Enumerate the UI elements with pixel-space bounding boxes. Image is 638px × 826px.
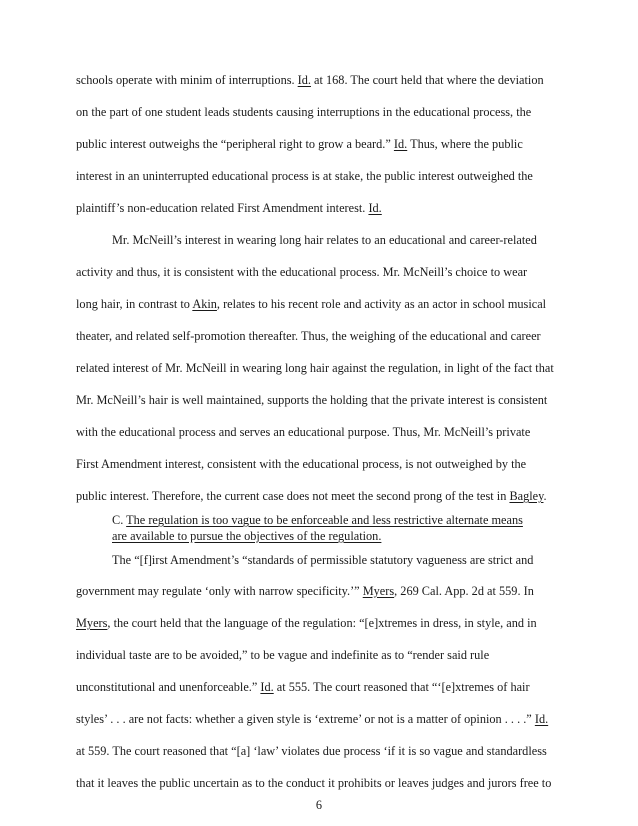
text-run: C.: [112, 513, 127, 527]
text-run: styles’ . . . are not facts: whether a given style is ‘extreme’ or not is a matter of opinion . . . .”: [76, 712, 535, 726]
body-line-2: [76, 104, 531, 120]
section-heading-line-1: [112, 512, 523, 528]
body-line-9: [76, 328, 541, 344]
text-run: on the part of one student leads students causing interruptions in the educational process, the: [76, 105, 532, 119]
text-run: The “[f]irst Amendment’s “standards of permissible statutory vagueness are strict and: [112, 553, 534, 567]
page-number: 6: [315, 798, 323, 812]
text-run: that it leaves the public uncertain as to the conduct it prohibits or leaves judges and jurors free to: [76, 776, 552, 790]
body-line-19: [76, 679, 530, 695]
citation-underlined: Id.: [368, 201, 382, 215]
body-line-6: [112, 232, 537, 248]
text-run: interest in an uninterrupted educational process is at stake, the public interest outweighed the: [76, 169, 533, 183]
text-run: First Amendment interest, consistent with the educational process, is not outweighed by the: [76, 457, 527, 471]
citation-underlined: Akin: [192, 297, 217, 311]
text-run: Thus, where the public: [407, 137, 523, 151]
text-run: unconstitutional and unenforceable.”: [76, 680, 261, 694]
text-run: individual taste are to be avoided,” to be vague and indefinite as to “render said rule: [76, 648, 490, 662]
body-line-16: [76, 583, 534, 599]
text-run: public interest outweighs the “peripheral right to grow a beard.”: [76, 137, 394, 151]
text-run: activity and thus, it is consistent with the educational process. Mr. McNeill’s choice to wear: [76, 265, 528, 279]
body-line-10: [76, 360, 554, 376]
citation-underlined: The regulation is too vague to be enforceable and less restrictive alternate means: [126, 513, 523, 527]
body-line-17: [76, 615, 537, 631]
text-run: public interest. Therefore, the current case does not meet the second prong of the test in: [76, 489, 510, 503]
body-line-21: [76, 743, 547, 759]
body-line-12: [76, 424, 530, 440]
body-line-18: [76, 647, 489, 663]
text-run: , 269 Cal. App. 2d at 559. In: [394, 584, 534, 598]
text-run: schools operate with minim of interruptions.: [76, 73, 298, 87]
citation-underlined: are available to pursue the objectives of the regulation.: [112, 529, 382, 543]
body-line-1: [76, 72, 544, 88]
body-line-13: [76, 456, 526, 472]
body-line-8: [76, 296, 546, 312]
body-line-3: [76, 136, 523, 152]
body-line-14: [76, 488, 547, 504]
text-run: at 555. The court reasoned that “‘[e]xtremes of hair: [273, 680, 530, 694]
body-line-20: [76, 711, 548, 727]
citation-underlined: Id.: [393, 137, 408, 151]
text-run: theater, and related self-promotion thereafter. Thus, the weighing of the educational and career: [76, 329, 541, 343]
body-line-22: [76, 775, 551, 791]
text-run: Mr. McNeill’s interest in wearing long hair relates to an educational and career-related: [112, 233, 537, 247]
text-run: , relates to his recent role and activity as an actor in school musical: [216, 297, 547, 311]
citation-underlined: Bagley: [509, 489, 544, 503]
citation-underlined: Id.: [297, 73, 311, 87]
text-run: government may regulate ‘only with narrow specificity.’”: [76, 584, 363, 598]
body-line-5: [76, 200, 382, 216]
text-run: related interest of Mr. McNeill in wearing long hair against the regulation, in light of the fact that: [76, 361, 554, 375]
citation-underlined: Id.: [534, 712, 549, 726]
citation-underlined: Id.: [260, 680, 274, 694]
text-run: .: [543, 489, 547, 503]
text-run: , the court held that the language of the regulation: “[e]xtremes in dress, in style, and in: [107, 616, 537, 630]
body-line-15: [112, 552, 533, 568]
text-run: long hair, in contrast to: [76, 297, 193, 311]
text-run: with the educational process and serves an educational purpose. Thus, Mr. McNeill’s private: [76, 425, 531, 439]
body-line-4: [76, 168, 533, 184]
text-run: at 168. The court held that where the deviation: [310, 73, 544, 87]
citation-underlined: Myers: [362, 584, 395, 598]
citation-underlined: Myers: [76, 616, 108, 630]
body-line-7: [76, 264, 527, 280]
section-heading-line-2: [112, 528, 381, 544]
text-run: Mr. McNeill’s hair is well maintained, supports the holding that the private interest is consistent: [76, 393, 548, 407]
body-line-11: [76, 392, 547, 408]
text-run: plaintiff’s non-education related First Amendment interest.: [76, 201, 369, 215]
text-run: at 559. The court reasoned that “[a] ‘law’ violates due process ‘if it is so vague and standardless: [76, 744, 547, 758]
